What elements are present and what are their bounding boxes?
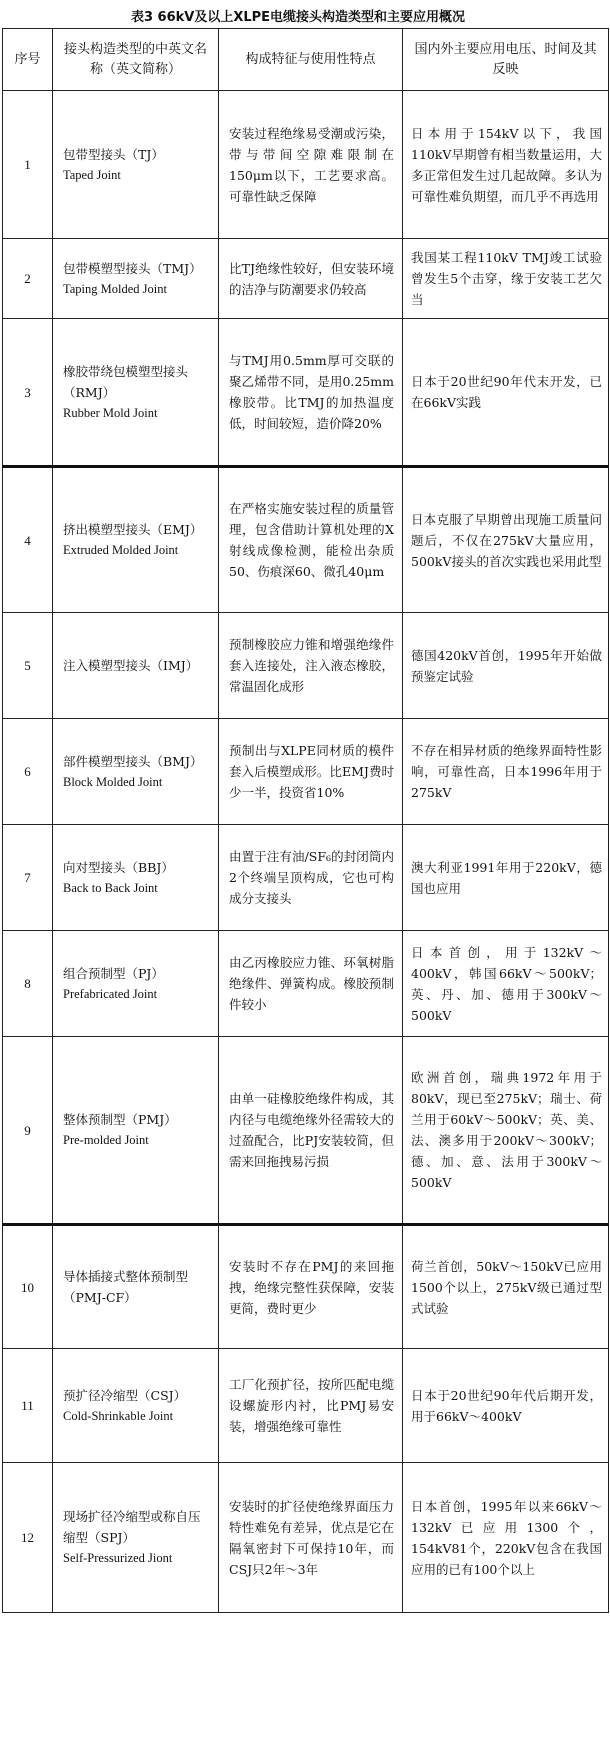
cell-application: 我国某工程110kV TMJ竣工试验曾发生5个击穿，缘于安装工艺欠当: [403, 239, 609, 319]
cell-application: 日本于20世纪90年代末开发，已在66kV实践: [403, 319, 609, 467]
type-name-zh: 包带模塑型接头（TMJ）: [63, 260, 202, 276]
joint-types-table: [2, 28, 609, 1613]
type-name-en: Extruded Molded Joint: [63, 543, 179, 557]
table-title: 表3 66kV及以上XLPE电缆接头构造类型和主要应用概况: [130, 10, 466, 25]
header-application: 国内外主要应用电压、时间及其反映: [403, 29, 609, 91]
table-row: [3, 931, 609, 1037]
cell-no: 8: [3, 931, 53, 1037]
cell-no: 9: [3, 1037, 53, 1225]
cell-application: 日本首创，1995年以来66kV～132kV已应用1300个，154kV81个，220kV包含在我国应用的已有100个以上: [403, 1463, 609, 1613]
header-no: 序号: [3, 29, 53, 91]
cell-type: [53, 239, 219, 319]
cell-no: 5: [3, 613, 53, 719]
cell-no: 2: [3, 239, 53, 319]
table-row: [3, 467, 609, 613]
cell-feature: 安装过程绝缘易受潮或污染，带与带间空隙难限制在150μm以下，工艺要求高。可靠性缺乏保障: [219, 91, 403, 239]
cell-type: [53, 91, 219, 239]
type-name-zh: 部件模塑型接头（BMJ）: [63, 753, 203, 769]
type-name-zh: 包带型接头（TJ）: [63, 146, 164, 162]
type-name-en: Prefabricated Joint: [63, 986, 158, 1001]
type-name-zh: 整体预制型（PMJ）: [63, 1112, 177, 1127]
cell-no: 3: [3, 319, 53, 467]
cell-type: [53, 1225, 219, 1349]
type-name-zh: 注入模塑型接头（IMJ）: [63, 658, 199, 673]
cell-no: 7: [3, 825, 53, 931]
type-name-en: Block Molded Joint: [63, 774, 163, 789]
header-feature: 构成特征与使用性特点: [219, 29, 403, 91]
cell-feature: 预制出与XLPE同材质的模件套入后模塑成形。比EMJ费时少一半，投资省10%: [219, 719, 403, 825]
type-name-en: Rubber Mold Joint: [63, 405, 158, 420]
table-header-row: [3, 29, 609, 91]
cell-application: 德国420kV首创，1995年开始做预鉴定试验: [403, 613, 609, 719]
table-row: [3, 91, 609, 239]
cell-feature: 由置于注有油/SF₆的封闭筒内2个终端呈顶构成，它也可构成分支接头: [219, 825, 403, 931]
cell-application: 日本于20世纪90年代后期开发，用于66kV～400kV: [403, 1349, 609, 1463]
table-row: [3, 825, 609, 931]
table-row: [3, 1349, 609, 1463]
cell-type: [53, 931, 219, 1037]
cell-feature: 工厂化预扩径，按所匹配电缆设螺旋形内衬，比PMJ易安装，增强绝缘可靠性: [219, 1349, 403, 1463]
cell-type: [53, 1349, 219, 1463]
cell-type: [53, 719, 219, 825]
table-row: [3, 1463, 609, 1613]
cell-feature: 安装时的扩径使绝缘界面压力特性难免有差异，优点是它在隔氧密封下可保持10年，而CSJ只2年～3年: [219, 1463, 403, 1613]
cell-no: 11: [3, 1349, 53, 1463]
cell-feature: 在严格实施安装过程的质量管理，包含借助计算机处理的X射线成像检测，能检出杂质50、伤痕深60、微孔40μm: [219, 467, 403, 613]
table-row: [3, 239, 609, 319]
table-row: [3, 1037, 609, 1225]
cell-no: 4: [3, 467, 53, 613]
type-name-en: Taped Joint: [63, 167, 121, 182]
cell-no: 1: [3, 91, 53, 239]
cell-feature: 预制橡胶应力锥和增强绝缘件套入连接处，注入液态橡胶，常温固化成形: [219, 613, 403, 719]
cell-feature: 由乙丙橡胶应力锥、环氧树脂绝缘件、弹簧构成。橡胶预制件较小: [219, 931, 403, 1037]
cell-type: [53, 1037, 219, 1225]
cell-application: 日本首创，用于132kV～400kV，韩国66kV～500kV；英、丹、加、德用于300kV～500kV: [403, 931, 609, 1037]
type-name-zh: 橡胶带绕包模塑型接头（RMJ）: [63, 363, 189, 400]
type-name-zh: 向对型接头（BBJ）: [63, 859, 174, 875]
cell-type: [53, 467, 219, 613]
cell-application: 澳大利亚1991年用于220kV，德国也应用: [403, 825, 609, 931]
type-name-zh: 预扩径冷缩型（CSJ）: [63, 1387, 187, 1403]
table-row: [3, 613, 609, 719]
cell-type: [53, 613, 219, 719]
cell-application: 欧洲首创，瑞典1972年用于80kV，现已至275kV；瑞士、荷兰用于60kV～500kV；英、美、法、澳多用于200kV～300kV；德、加、意、法用于300kV～500kV: [403, 1037, 609, 1225]
type-name-en: Self-Pressurized Jiont: [63, 1551, 173, 1565]
cell-feature: 安装时不存在PMJ的来回拖拽，绝缘完整性获保障，安装更简，费时更少: [219, 1225, 403, 1349]
cell-type: [53, 1463, 219, 1613]
type-name-zh: 组合预制型（PJ）: [63, 965, 164, 981]
type-name-en: Pre-molded Joint: [63, 1133, 149, 1147]
cell-no: 12: [3, 1463, 53, 1613]
cell-feature: 比TJ绝缘性较好，但安装环境的洁净与防潮要求仍较高: [219, 239, 403, 319]
type-name-en: Taping Molded Joint: [63, 281, 167, 296]
cell-application: 日本用于154kV以下，我国110kV早期曾有相当数量运用，大多正常但发生过几起故障。多认为可靠性难负期望，而几乎不再选用: [403, 91, 609, 239]
table-row: [3, 719, 609, 825]
type-name-zh: 导体插接式整体预制型（PMJ-CF）: [63, 1269, 189, 1305]
type-name-zh: 挤出模塑型接头（EMJ）: [63, 522, 203, 537]
cell-feature: 由单一硅橡胶绝缘件构成，其内径与电缆绝缘外径需较大的过盈配合，比PJ安装较简，但需来回拖拽易污损: [219, 1037, 403, 1225]
cell-application: 荷兰首创，50kV～150kV已应用1500个以上，275kV级已通过型式试验: [403, 1225, 609, 1349]
cell-no: 10: [3, 1225, 53, 1349]
table-row: [3, 1225, 609, 1349]
cell-application: 不存在相异材质的绝缘界面特性影响，可靠性高，日本1996年用于275kV: [403, 719, 609, 825]
table-row: [3, 319, 609, 467]
cell-type: [53, 825, 219, 931]
cell-application: 日本克服了早期曾出现施工质量问题后，不仅在275kV大量应用，500kV接头的首次实践也采用此型: [403, 467, 609, 613]
type-name-en: Cold-Shrinkable Joint: [63, 1408, 174, 1423]
table-body: [3, 91, 609, 1613]
header-type: 接头构造类型的中英文名称（英文简称）: [53, 29, 219, 91]
type-name-zh: 现场扩径冷缩型或称自压缩型（SPJ）: [63, 1509, 201, 1545]
type-name-en: Back to Back Joint: [63, 880, 158, 895]
cell-no: 6: [3, 719, 53, 825]
cell-feature: 与TMJ用0.5mm厚可交联的聚乙烯带不同，是用0.25mm橡胶带。比TMJ的加热温度低，时间较短，造价降20%: [219, 319, 403, 467]
cell-type: [53, 319, 219, 467]
